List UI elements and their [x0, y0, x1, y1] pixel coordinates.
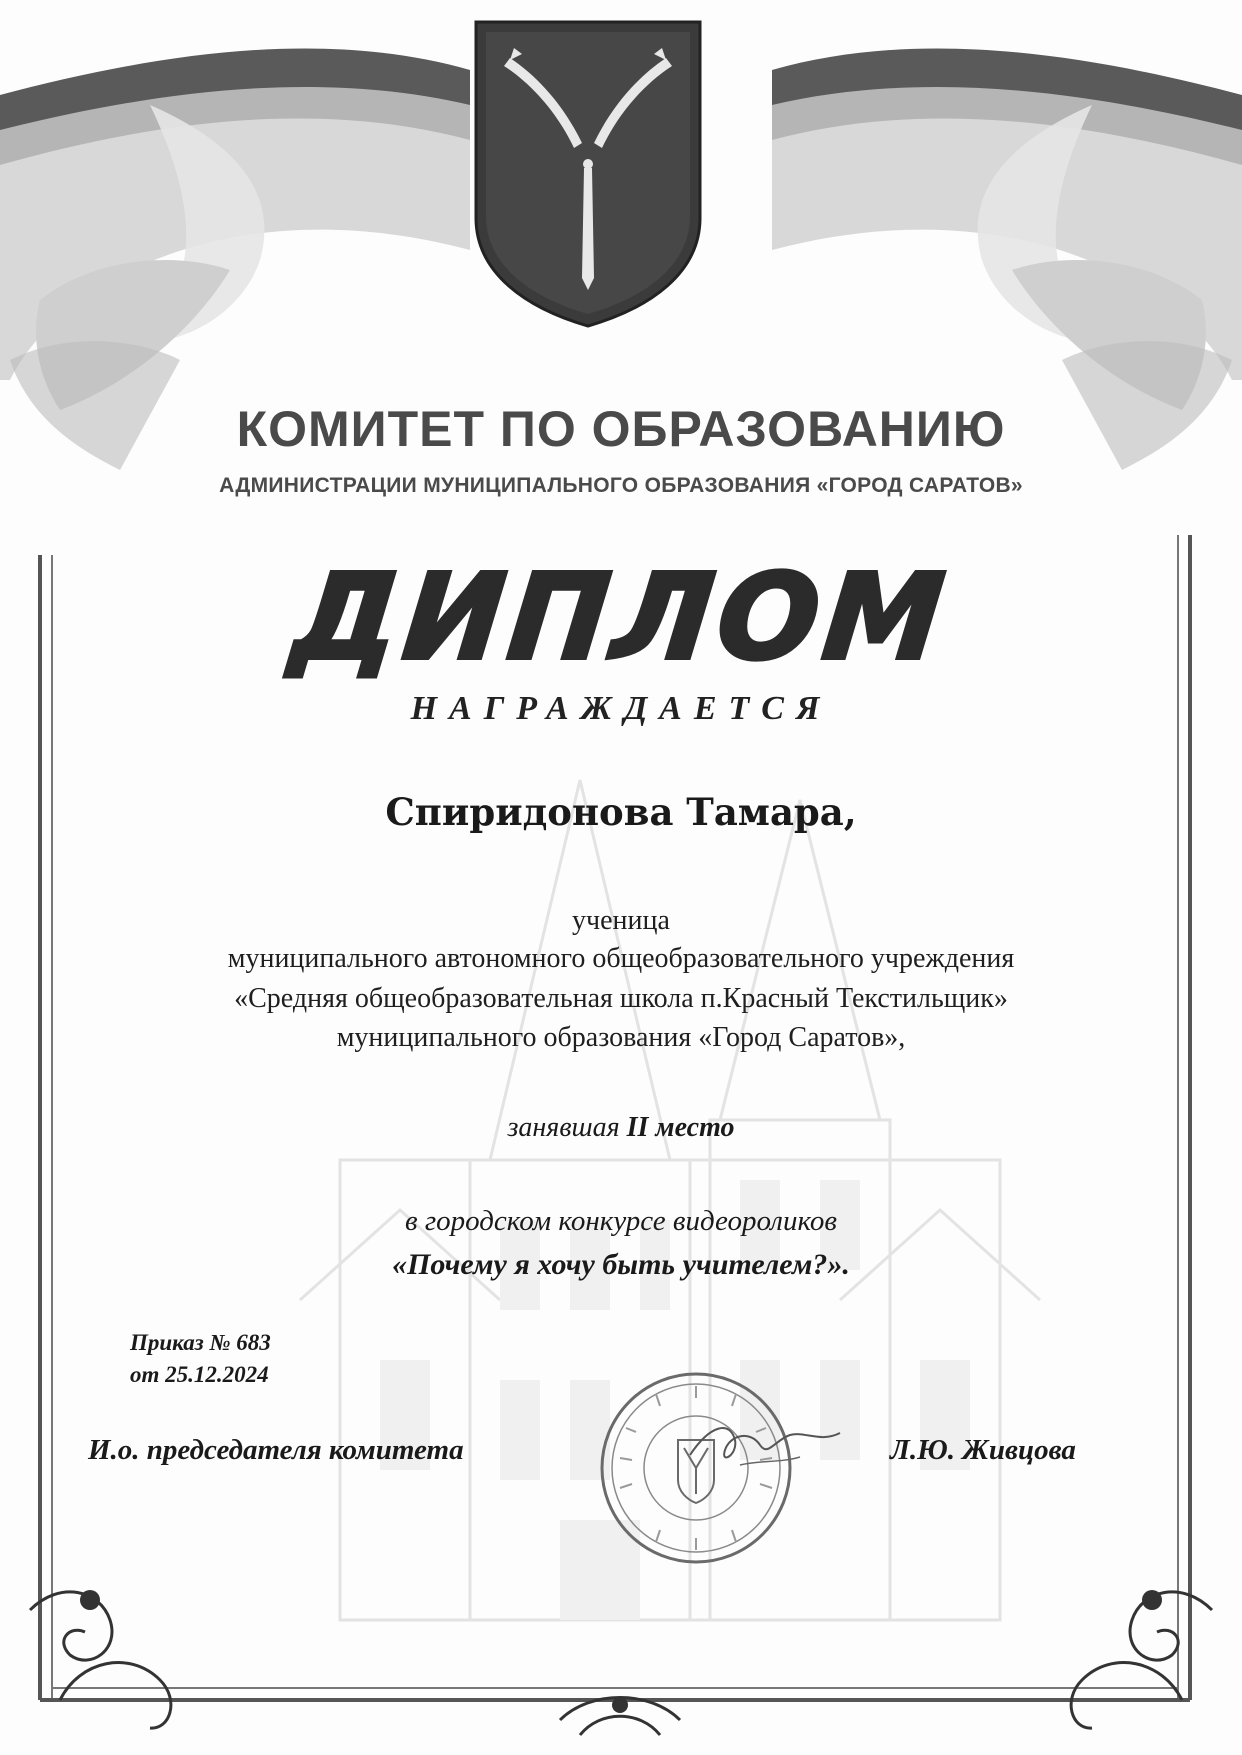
place-line [0, 1112, 1242, 1144]
recipient-role: ученица [572, 905, 670, 936]
committee-title: КОМИТЕТ ПО ОБРАЗОВАНИЮ [236, 401, 1006, 457]
place-prefix: занявшая [507, 1112, 620, 1143]
institution-line-1: муниципального автономного общеобразовательного учреждения [227, 943, 1015, 974]
order-date: от 25.12.2024 [130, 1362, 269, 1387]
institution-line-3: муниципального образования «Город Саратов», [336, 1022, 906, 1053]
awarded-label: НАГРАЖДАЕТСЯ [410, 690, 832, 727]
contest-line: в городском конкурсе видеороликов [404, 1205, 837, 1237]
diploma-title: ДИПЛОМ [286, 548, 956, 686]
order-number: Приказ № 683 [130, 1330, 271, 1355]
handwritten-signature [680, 1405, 850, 1485]
contest-title: «Почему я хочу быть учителем?». [392, 1248, 850, 1281]
place-value: II место [626, 1112, 735, 1143]
institution-line-2: «Средняя общеобразовательная школа п.Красный Текстильщик» [234, 983, 1008, 1014]
recipient-name: Спиридонова Тамара, [385, 790, 857, 834]
signer-name: Л.Ю. Живцова [890, 1434, 1076, 1466]
committee-subtitle: АДМИНИСТРАЦИИ МУНИЦИПАЛЬНОГО ОБРАЗОВАНИЯ «ГОРОД САРАТОВ» [219, 474, 1023, 497]
signer-role: И.о. председателя комитета [88, 1434, 464, 1466]
